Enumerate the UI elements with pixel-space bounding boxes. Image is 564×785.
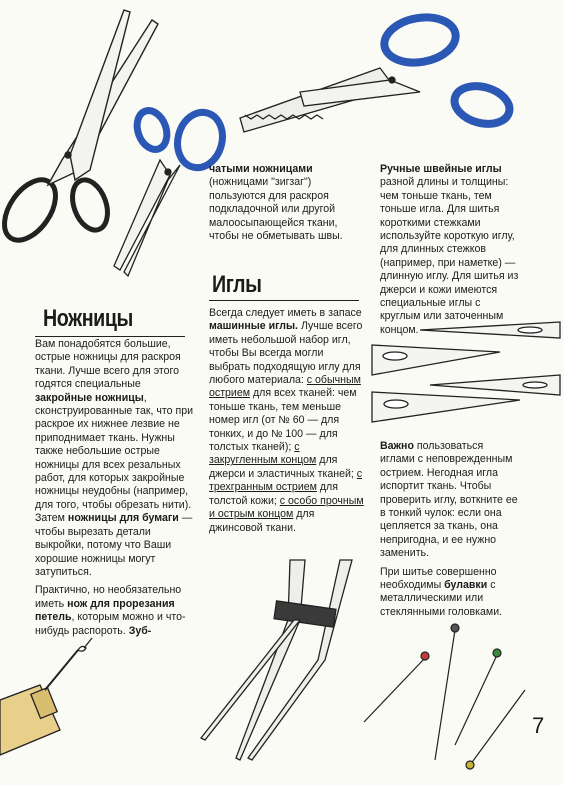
scissors-heading: Ножницы bbox=[43, 305, 133, 332]
pinking-shears-icon bbox=[240, 12, 514, 132]
seam-ripper-icon bbox=[0, 638, 92, 755]
needle-tips-text bbox=[380, 440, 520, 624]
scissors-heading-rule bbox=[35, 336, 185, 337]
needles-heading-rule bbox=[209, 300, 359, 301]
needles-heading: Иглы bbox=[212, 271, 262, 298]
machine-needles-text bbox=[209, 307, 367, 540]
machine-needles-icon bbox=[201, 560, 352, 760]
pinking-shears-text bbox=[209, 163, 367, 248]
pins-paragraph: При шитье совершенно необходимы булавки с металлическими или стеклянными головками. bbox=[380, 565, 503, 618]
scissors-paragraph-1: Вам понадобятся большие, острые ножницы для раскроя ткани. Лучше всего для этого годятся специальные закройные ножницы, сконструированные так, что при раскрое их нижнее лезвие не приподнимает ткань. Нужны также небольшие острые ножницы для всех резальных работ, для которых закройные ножницы неудобны (например, для того, чтобы обрезать нити). Затем ножницы для бумаги — чтобы вырезать детали выкройки, потому что Ваши хорошие ножницы могут затупиться. bbox=[35, 338, 194, 578]
scissors-text bbox=[35, 338, 195, 643]
hand-needles-text bbox=[380, 163, 520, 342]
page-number: 7 bbox=[532, 713, 545, 738]
pinking-shears-paragraph: чатыми ножницами (ножницами "зигзаг") пользуются для раскроя подкладочной или другой малоосыпающейся ткани, чтобы не обметывать швы. bbox=[209, 163, 343, 243]
machine-needles-paragraph: Всегда следует иметь в запасе машинные иглы. Лучше всего иметь небольшой набор игл, чтобы Вы всегда могли выбрать подходящую иглу для любого материала: с обычным острием для всех тканей: чем тоньше ткань, тем меньше номер игл (от № 60 — для тонких, и до № 100 — для толстых тканей); с закругленным концом для джерси и эластичных тканей; с трехгранным острием для толстой кожи; с особо прочным и острым концом для джинсовой ткани. bbox=[209, 307, 364, 534]
hand-needles-paragraph: Ручные швейные иглы разной длины и толщины: чем тоньше ткань, тем тоньше игла. Для шитья короткими стежками используйте короткую иглу, для длинных стежков (например, при наметке) — длинную иглу. Для шитья из джерси и кожи имеются специальные иглы с круглым или заточенным концом. bbox=[380, 163, 519, 336]
pins-icon bbox=[364, 624, 525, 769]
important-paragraph: Важно пользоваться иглами с неповрежденным острием. Негодная игла испортит ткань. Чтобы проверить иглу, воткните ее в тонкий чулок: если она цепляется за ткань, она непригодна, и ее нужно заменить. bbox=[380, 440, 518, 560]
scissors-paragraph-2: Практично, но необязательно иметь нож для прорезания петель, которым можно и что-нибудь распороть. Зуб- bbox=[35, 584, 186, 637]
